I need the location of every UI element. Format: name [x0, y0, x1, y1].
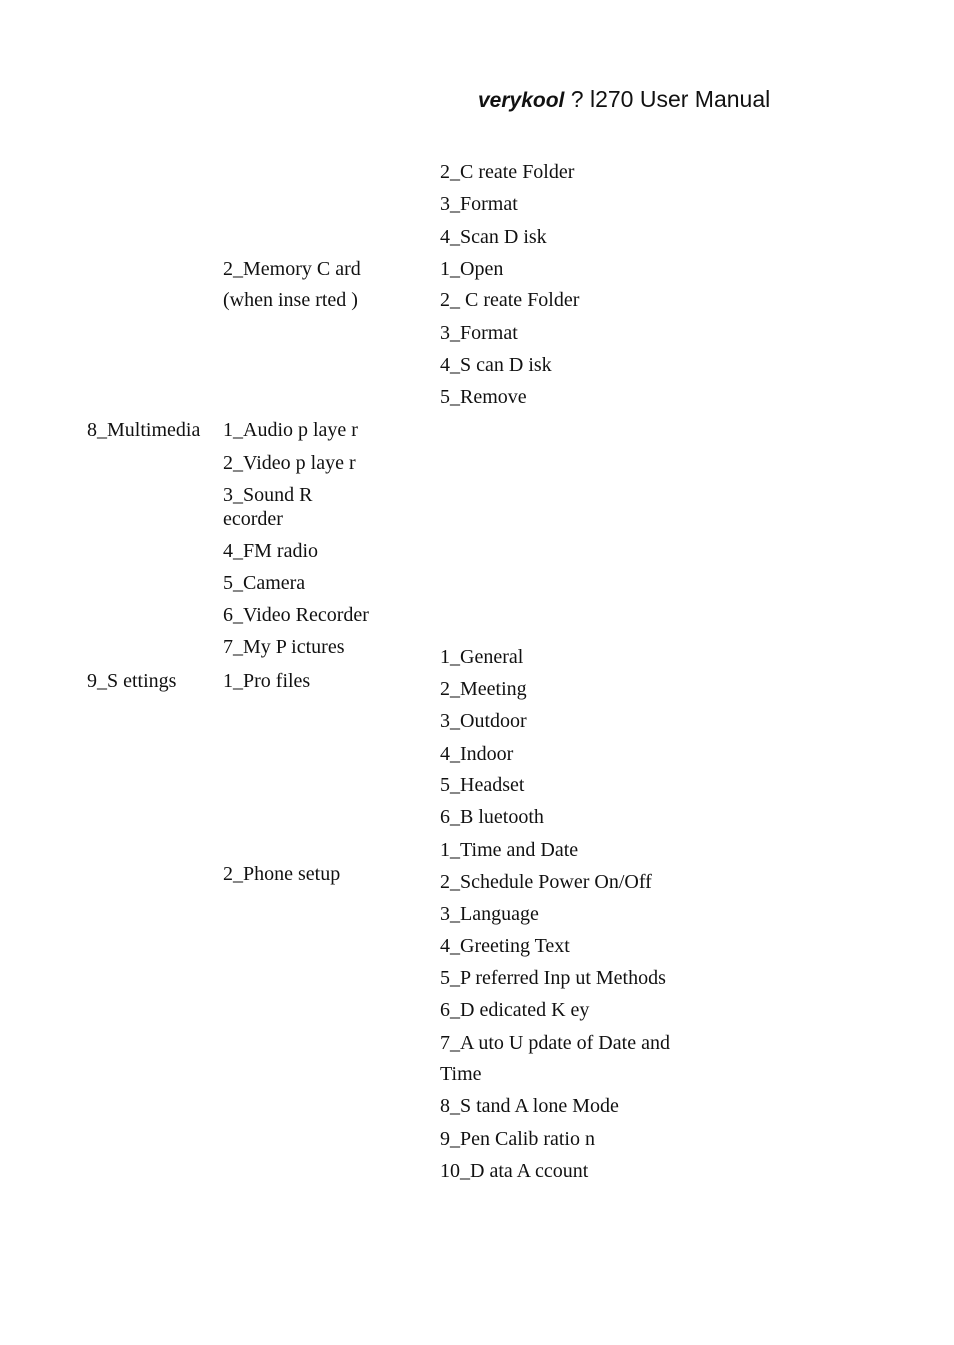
submenu-phone-setup: 2_Phone setup	[223, 863, 341, 885]
submenu-memory-card-note: (when inse rted )	[223, 289, 358, 311]
item-profile-outdoor: 3_Outdoor	[440, 710, 527, 732]
submenu-video-recorder: 6_Video Recorder	[223, 604, 369, 626]
menu-multimedia: 8_Multimedia	[87, 419, 201, 441]
submenu-sound-recorder: 3_Sound R	[223, 484, 313, 506]
item-greeting-text: 4_Greeting Text	[440, 935, 570, 957]
menu-settings: 9_S ettings	[87, 670, 177, 692]
item-create-folder: 2_C reate Folder	[440, 161, 575, 183]
item-schedule-power: 2_Schedule Power On/Off	[440, 871, 652, 893]
submenu-sound-recorder-cont: ecorder	[223, 508, 283, 530]
submenu-audio-player: 1_Audio p laye r	[223, 419, 358, 441]
item-pen-calibration: 9_Pen Calib ratio n	[440, 1128, 595, 1150]
item-profile-headset: 5_Headset	[440, 774, 525, 796]
submenu-fm-radio: 4_FM radio	[223, 540, 318, 562]
item-preferred-input: 5_P referred Inp ut Methods	[440, 967, 666, 989]
item-time-date: 1_Time and Date	[440, 839, 579, 861]
submenu-camera: 5_Camera	[223, 572, 306, 594]
item-format: 3_Format	[440, 322, 518, 344]
item-language: 3_Language	[440, 903, 539, 925]
item-scan-disk: 4_S can D isk	[440, 354, 552, 376]
submenu-video-player: 2_Video p laye r	[223, 452, 356, 474]
item-remove: 5_Remove	[440, 386, 527, 408]
submenu-memory-card: 2_Memory C ard	[223, 258, 361, 280]
item-profile-bluetooth: 6_B luetooth	[440, 806, 544, 828]
brand-name: verykool	[478, 89, 565, 112]
item-profile-indoor: 4_Indoor	[440, 743, 514, 765]
item-profile-meeting: 2_Meeting	[440, 678, 527, 700]
submenu-profiles: 1_Pro files	[223, 670, 311, 692]
item-stand-alone-mode: 8_S tand A lone Mode	[440, 1095, 619, 1117]
page-header	[478, 86, 770, 113]
item-auto-update-cont: Time	[440, 1063, 482, 1085]
item-scan-disk: 4_Scan D isk	[440, 226, 547, 248]
submenu-my-pictures: 7_My P ictures	[223, 636, 345, 658]
item-auto-update: 7_A uto U pdate of Date and	[440, 1032, 670, 1054]
item-open: 1_Open	[440, 258, 504, 280]
item-data-account: 10_D ata A ccount	[440, 1160, 589, 1182]
item-profile-general: 1_General	[440, 646, 524, 668]
item-dedicated-key: 6_D edicated K ey	[440, 999, 590, 1021]
item-format: 3_Format	[440, 193, 518, 215]
item-create-folder: 2_ C reate Folder	[440, 289, 580, 311]
manual-title: ? l270 User Manual	[564, 86, 771, 112]
